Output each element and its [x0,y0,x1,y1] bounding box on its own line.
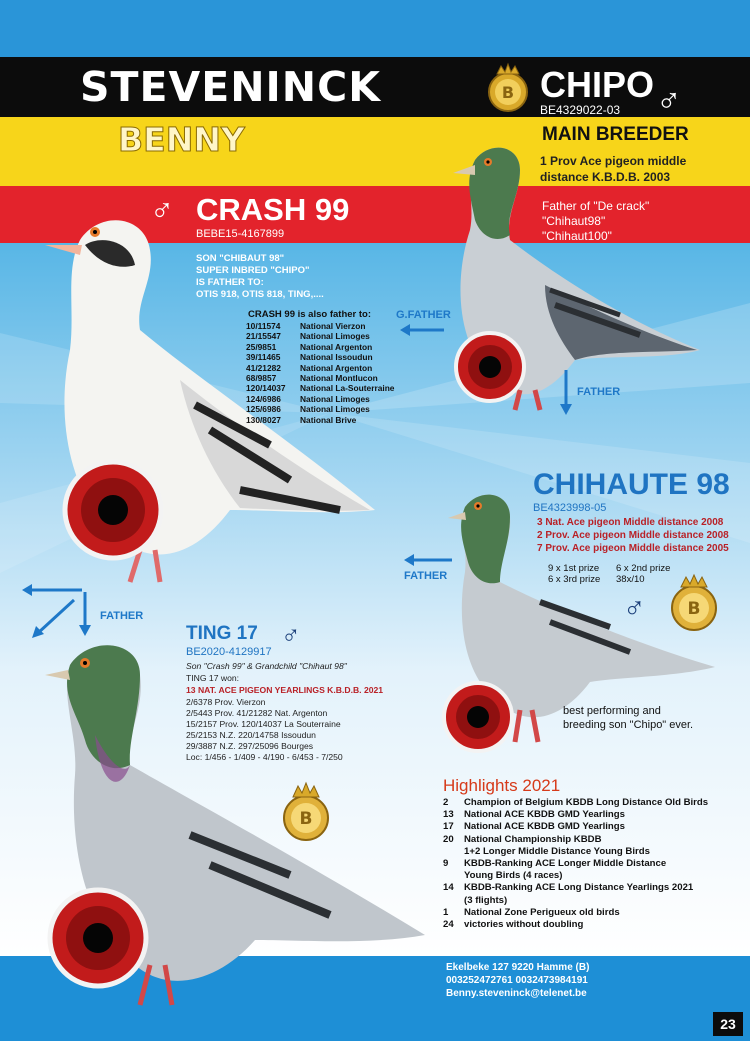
arrow-left-icon [398,323,446,337]
chihaute-caption: best performing and [563,705,661,717]
list-item [443,895,708,907]
highlight-rank [443,870,464,882]
gfather-label: G.FATHER [396,309,451,321]
result-race: National Limoges [300,404,370,415]
result-race: National Montlucon [300,373,378,384]
chihaute-prize: 38x/10 [616,574,645,585]
highlight-text: Champion of Belgium KBDB Long Distance Old Birds [464,797,709,808]
list-item [443,919,708,931]
highlight-text: victories without doubling [464,919,584,931]
highlights-title: Highlights 2021 [443,776,561,795]
highlight-text: (3 flights) [464,894,508,906]
logo-letter: B [299,809,313,829]
ting-won-heading: TING 17 won: [186,673,240,683]
result-race: National Vierzon [300,321,366,331]
chihaute-achievement: 3 Nat. Ace pigeon Middle distance 2008 [537,517,724,528]
result-race: National Limoges [300,393,370,404]
highlight-rank [443,895,464,907]
result-race: National Brive [300,414,357,425]
contact-email[interactable]: Benny.steveninck@telenet.be [446,988,587,999]
table-row [246,363,394,373]
ting-result: 25/2153 N.Z. 220/14758 Issoudun [186,730,316,740]
highlight-text: National ACE KBDB GMD Yearlings [464,809,625,821]
logo-letter: B [687,599,701,619]
result-race: National Argenton [300,362,373,373]
list-item [443,858,708,870]
ting-result: 2/6378 Prov. Vierzon [186,697,266,707]
crash-description: IS FATHER TO: [196,277,264,288]
chihaute-achievement: 7 Prov. Ace pigeon Middle distance 2005 [537,543,729,554]
chihaute-caption: breeding son "Chipo" ever. [563,719,694,731]
father-label: FATHER [404,570,448,582]
breeder-firstname: BENNY [118,120,245,159]
result-race: National Limoges [300,331,370,342]
result-rank: 120/14037 [246,383,286,394]
chipo-name: CHIPO [540,64,655,105]
crash-description: SON "CHIBAUT 98" [196,253,285,264]
result-rank: 39/11465 [246,352,281,363]
page-number: 23 [713,1012,743,1036]
chipo-achievement: 1 Prov Ace pigeon middle [540,154,687,168]
list-item [443,870,708,882]
highlight-text: National Zone Perigueux old birds [464,906,620,918]
chipo-role: MAIN BREEDER [542,124,689,145]
result-race: National La-Souterraine [300,383,395,394]
highlight-text: KBDB-Ranking ACE Long Distance Yearlings 2021 [464,882,694,894]
result-rank: 125/6986 [246,404,281,415]
highlight-text: KBDB-Ranking ACE Longer Middle Distance [464,858,667,870]
highlight-rank: 13 [443,809,454,821]
highlights-list [443,797,708,931]
highlight-rank: 9 [443,858,449,870]
chihaute-prize: 6 x 3rd prize [548,574,601,585]
ting-pigeon-photo [40,635,430,1015]
result-race: National Issoudun [300,352,373,363]
highlight-text: National Championship KBDB [464,833,602,845]
highlight-rank: 2 [443,797,449,808]
result-rank: 10/11574 [246,321,281,331]
ting-name: TING 17 [186,623,258,644]
highlight-rank [443,846,464,858]
father-label: FATHER [100,610,144,622]
result-rank: 21/15547 [246,331,281,342]
highlight-text: 1+2 Longer Middle Distance Young Birds [464,845,650,857]
result-rank: 25/9851 [246,341,277,352]
crown-logo-icon [485,62,531,114]
crash-description: SUPER INBRED "CHIPO" [196,265,310,276]
highlight-text: Young Birds (4 races) [464,870,563,882]
ting-ring: BE2020-4129917 [186,646,272,658]
father-label: FATHER [577,386,621,398]
table-row [246,394,394,404]
highlight-rank: 1 [443,906,449,918]
crash-name: CRASH 99 [196,192,350,227]
list-item [443,882,708,894]
ting-result: 29/3887 N.Z. 297/25096 Bourges [186,741,314,751]
male-icon: ♂ [150,192,174,228]
result-race: National Argenton [300,341,373,352]
chipo-father-of: "Chihaut98" [542,214,606,228]
table-row [246,415,394,425]
list-item [443,809,708,821]
table-row [246,383,394,393]
chipo-father-of: Father of "De crack" [542,199,650,213]
crash-results-table [246,321,394,425]
chihaute-achievement: 2 Prov. Ace pigeon Middle distance 2008 [537,530,729,541]
chipo-father-of: "Chihaut100" [542,229,612,243]
ting-lineage: Son "Crash 99" & Grandchild "Chihaut 98" [186,661,347,671]
chipo-ring: BE4329022-03 [540,103,621,117]
list-item [443,797,708,809]
male-icon: ♂ [656,82,682,120]
result-rank: 124/6986 [246,393,281,404]
top-blue-band [0,0,750,57]
result-rank: 68/9857 [246,373,277,384]
chipo-achievement: distance K.B.D.B. 2003 [540,170,671,184]
highlight-rank: 24 [443,919,454,931]
table-row [246,321,394,331]
highlight-rank: 17 [443,821,454,833]
result-rank: 130/8027 [246,414,281,425]
list-item [443,846,708,858]
chihaute-prize: 6 x 2nd prize [616,563,671,574]
crash-description: OTIS 918, OTIS 818, TING,.... [196,289,324,300]
arrow-down-icon [559,370,573,416]
ting-result: 15/2157 Prov. 120/14037 La Souterraine [186,719,341,729]
chihaute-prize: 9 x 1st prize [548,563,600,574]
crash-ring: BEBE15-4167899 [196,228,285,240]
highlight-text: National ACE KBDB GMD Yearlings [464,821,625,833]
list-item [443,834,708,846]
highlight-rank: 20 [443,833,454,845]
lineage-arrows-icon [12,578,112,638]
result-rank: 41/21282 [246,362,281,373]
ting-highlight: 13 NAT. ACE PIGEON YEARLINGS K.B.D.B. 2021 [186,685,384,695]
table-row [246,331,394,341]
table-row [246,352,394,362]
table-row [246,373,394,383]
ting-result: 2/5443 Prov. 41/21282 Nat. Argenton [186,708,328,718]
male-icon: ♂ [281,620,301,650]
contact-address: Ekelbeke 127 9220 Hamme (B) [446,962,590,973]
crash-also-father-heading: CRASH 99 is also father to: [248,309,371,320]
male-icon: ♂ [623,592,646,625]
list-item [443,907,708,919]
contact-phones: 003252472761 0032473984191 [446,975,588,986]
breeder-surname: STEVENINCK [80,63,381,111]
highlight-rank: 14 [443,882,454,894]
logo-letter: B [501,83,515,102]
chihaute-name: CHIHAUTE 98 [533,468,730,501]
table-row [246,342,394,352]
list-item [443,821,708,833]
ting-result: Loc: 1/456 - 1/409 - 4/190 - 6/453 - 7/250 [186,752,343,762]
chihaute-ring: BE4323998-05 [533,502,607,514]
table-row [246,404,394,414]
